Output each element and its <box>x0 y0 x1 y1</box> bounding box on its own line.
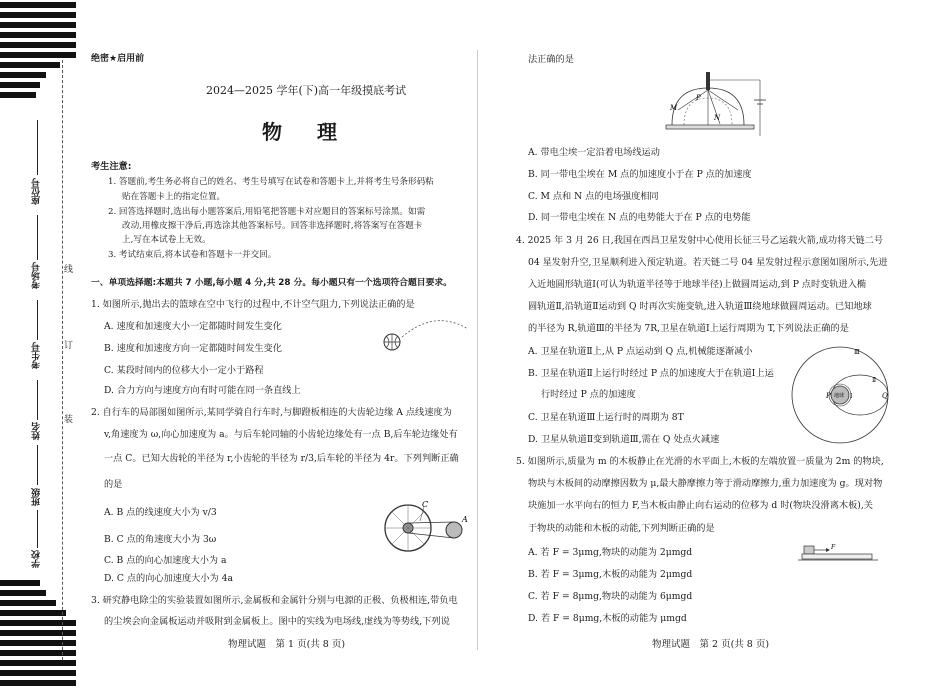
q3-stem-line: 3. 研究静电除尘的实验装置如图所示,金属板和金属针分别与电源的正极、负极相连,带负电 <box>91 595 458 606</box>
q3-continued: 法正确的是 <box>528 54 574 65</box>
name-label: 姓名 <box>32 422 42 440</box>
exam-room-label: 考场号 <box>32 262 42 289</box>
basketball-figure <box>380 315 475 355</box>
q4-stem-line: 4. 2025 年 3 月 26 日,我国在西昌卫星发射中心使用长征三号乙运载火箭,成功将天链二号 <box>516 235 884 246</box>
point-c-label: C <box>422 500 429 509</box>
page-footer-1: 物理试题 第 1 页(共 8 页) <box>228 639 346 650</box>
class-label: 班级 <box>32 488 42 506</box>
secret-label: 绝密★启用前 <box>91 54 145 64</box>
orbit-i-label: Ⅰ <box>850 393 853 400</box>
q5-option-b: B. 若 F = 3μmg,木板的动能为 2μmgd <box>528 569 693 580</box>
binding-sidebar <box>0 0 76 688</box>
q5-stem-line: 物块与木板间的动摩擦因数为 μ,最大静摩擦力等于滑动摩擦力,重力加速度为 g。现对物 <box>528 478 883 489</box>
q4-option-a: A. 卫星在轨道Ⅱ上,从 P 点运动到 Q 点,机械能逐渐减小 <box>528 346 753 357</box>
notice-title: 考生注意: <box>91 161 132 172</box>
q3-option-a: A. 带电尘埃一定沿着电场线运动 <box>528 147 660 158</box>
q4-option-b-cont: 行时经过 P 点的加速度 <box>541 389 636 400</box>
q3-option-c: C. M 点和 N 点的电场强度相同 <box>528 191 659 202</box>
seat-number-label: 座位号 <box>32 178 42 205</box>
earth-label: 地球 <box>834 393 845 399</box>
q2-stem-line: v,角速度为 ω,向心加速度为 a。与后车轮同轴的小齿轮边缘处有一点 B,后车轮边缘处有 <box>104 429 458 440</box>
notice-line: 3. 考试结束后,将本试卷和答题卡一并交回。 <box>108 250 277 260</box>
point-q-label: Q <box>882 392 888 400</box>
q3-option-d: D. 同一带电尘埃在 N 点的电势能大于在 P 点的电势能 <box>528 212 751 223</box>
notice-line: 上,写在本试卷上无效。 <box>122 235 211 245</box>
binding-mark-staple: 订 <box>64 341 74 351</box>
q2-option-b: B. C 点的角速度大小为 3ω <box>104 534 217 545</box>
point-m-label: M <box>670 104 678 112</box>
q1-stem: 1. 如图所示,抛出去的篮球在空中飞行的过程中,不计空气阻力,下列说法正确的是 <box>91 299 415 310</box>
school-label: 学校 <box>32 550 42 568</box>
binding-mark-bind: 装 <box>64 415 74 425</box>
electrostatic-figure <box>662 70 772 140</box>
bicycle-figure <box>382 498 474 556</box>
column-divider <box>477 50 478 650</box>
q4-stem-line: 圆轨道Ⅱ,沿轨道Ⅱ运动到 Q 时再次实施变轨,进入轨道Ⅲ绕地球做圆周运动。已知地球 <box>528 301 872 312</box>
q5-option-c: C. 若 F = 8μmg,物块的动能为 6μmgd <box>528 591 693 602</box>
point-n-label: N <box>714 114 721 122</box>
notice-line: 1. 答题前,考生务必将自己的姓名、考生号填写在试卷和答题卡上,并将考生号条形码粘 <box>108 177 434 187</box>
notice-line: 贴在答题卡上的指定位置。 <box>122 192 226 202</box>
q5-option-a: A. 若 F = 3μmg,物块的动能为 2μmgd <box>528 547 693 558</box>
q2-stem-line: 的是 <box>104 479 123 490</box>
subject-title: 物 理 <box>262 120 351 144</box>
exam-title: 2024—2025 学年(下)高一年级摸底考试 <box>206 84 407 97</box>
q2-stem-line: 2. 自行车的局部图如图所示,某同学骑自行车时,与脚蹬板相连的大齿轮边缘 A 点线速度为 <box>91 407 452 418</box>
q2-option-d: D. C 点的向心加速度大小为 4a <box>104 573 233 584</box>
point-p-label: P <box>826 392 831 400</box>
board-block-figure <box>798 540 878 564</box>
q2-option-a: A. B 点的线速度大小为 v/3 <box>104 507 217 518</box>
q4-stem-line: 的半径为 R,轨道Ⅲ的半径为 7R,卫星在轨道Ⅰ上运行周期为 T,下列说法正确的是 <box>528 323 849 334</box>
point-p-label: P <box>696 94 701 102</box>
q1-option-a: A. 速度和加速度大小一定都随时间发生变化 <box>104 321 282 332</box>
page-footer-2: 物理试题 第 2 页(共 8 页) <box>652 639 770 650</box>
q4-option-b: B. 卫星在轨道Ⅱ上运行时经过 P 点的加速度大于在轨道Ⅰ上运 <box>528 368 774 379</box>
q3-stem-line: 的尘埃会向金属板运动并吸附到金属板上。图中的实线为电场线,虚线为等势线,下列说 <box>104 616 450 627</box>
orbit-iii-label: Ⅲ <box>854 349 860 356</box>
q1-option-d: D. 合力方向与速度方向有时可能在同一条直线上 <box>104 385 301 396</box>
q4-option-c: C. 卫星在轨道Ⅲ上运行时的周期为 8T <box>528 412 684 423</box>
q2-option-c: C. B 点的向心加速度大小为 a <box>104 555 227 566</box>
q5-stem-line: 于物块的动能和木板的动能,下列判断正确的是 <box>528 523 715 534</box>
q1-option-c: C. 某段时间内的位移大小一定小于路程 <box>104 365 264 376</box>
orbit-ii-label: Ⅱ <box>872 377 877 384</box>
q2-stem-line: 一点 C。已知大齿轮的半径为 r,小齿轮的半径为 r/3,后车轮的半径为 4r。下列判断正确 <box>104 453 459 464</box>
orbit-figure <box>790 340 890 450</box>
notice-line: 改动,用橡皮擦干净后,再选涂其他答案标号。回答非选择题时,将答案写在答题卡 <box>122 221 423 231</box>
q4-stem-line: 04 星发射升空,卫星顺利进入预定轨道。若天链二号 04 星发射过程示意图如图所示,先进 <box>528 257 888 268</box>
binding-mark-line: 线 <box>64 265 74 275</box>
section-heading: 一、单项选择题:本题共 7 小题,每小题 4 分,共 28 分。每小题只有一个选项符合题目要求。 <box>91 278 452 288</box>
notice-line: 2. 回答选择题时,选出每小题答案后,用铅笔把答题卡对应题目的答案标号涂黑。如需 <box>108 207 426 217</box>
q1-option-b: B. 速度和加速度方向一定都随时间发生变化 <box>104 343 282 354</box>
binding-dashed-line <box>62 60 63 660</box>
q4-stem-line: 入近地圆形轨道Ⅰ(可认为轨道半径等于地球半径)上做圆周运动,到 P 点时变轨进入椭 <box>528 279 867 290</box>
point-a-label: A <box>462 515 468 524</box>
q5-stem-line: 块施加一水平向右的恒力 F,当木板由静止向右运动的位移为 d 时(物块没滑离木板),关 <box>528 500 873 511</box>
candidate-number-label: 考生号 <box>32 342 42 369</box>
q5-stem-line: 5. 如图所示,质量为 m 的木板静止在光滑的水平面上,木板的左端放置一质量为 2m 的物块, <box>516 456 884 467</box>
q3-option-b: B. 同一带电尘埃在 M 点的加速度小于在 P 点的加速度 <box>528 169 752 180</box>
force-label: F <box>831 544 836 551</box>
q4-option-d: D. 卫星从轨道Ⅱ变到轨道Ⅲ,需在 Q 处点火减速 <box>528 434 720 445</box>
q5-option-d: D. 若 F = 8μmg,木板的动能为 μmgd <box>528 613 687 624</box>
